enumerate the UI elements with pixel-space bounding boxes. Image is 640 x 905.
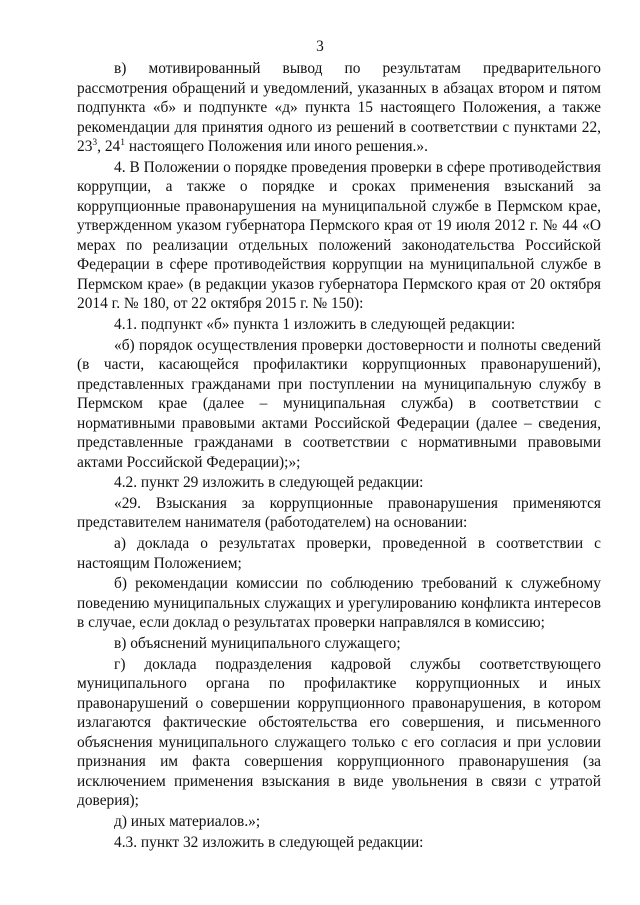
paragraph-item-4: 4. В Положении о порядке проведения проверки в сфере противодействия коррупции, а также о порядке и сроках применения взысканий за коррупционные правонарушения на муниципальной службе в Пермском крае, утвержденном указом губернатора Пермского края от 19 июля 2012 г. № 44 «О мерах по реализации отдельных положений законодательства Российской Федерации в сфере противодействия коррупции на муниципальной службе в Пермском крае» (в редакции указов губернатора Пермского края от 20 октября 2014 г. № 180, от 22 октября 2015 г. № 150): xyxy=(77,158,601,313)
document-body xyxy=(77,59,601,853)
separator: , 24 xyxy=(97,138,121,155)
paragraph-subitem-b: «б) порядок осуществления проверки достоверности и полноты сведений (в части, касающейся профилактики коррупционных правонарушений), представленных гражданами при поступлении на муниципальную службу в Пермском крае (далее – муниципальная служба) в соответствии с нормативными правовыми актами Российской Федерации (далее – сведения, представленные гражданами в соответствии с нормативными правовыми актами Российской Федерации);»; xyxy=(77,336,601,471)
paragraph-subitem-v: в) объяснений муниципального служащего; xyxy=(114,635,401,652)
point-number: 23 xyxy=(77,138,93,155)
paragraph-subitem-g: г) доклада подразделения кадровой службы соответствующего муниципального органа по профилактике коррупционных и иных правонарушений о совершении коррупционного правонарушения, в котором излагаются фактические обстоятельства его совершения, и письменного объяснения муниципального служащего только с его согласия и при условии признания им факта совершения коррупционного правонарушения (за исключением применения взыскания в виде увольнения в связи с утратой доверия); xyxy=(77,655,601,810)
page-number: 3 xyxy=(316,38,324,55)
paragraph-conclusion xyxy=(77,59,601,157)
paragraph-item-4-2: 4.2. пункт 29 изложить в следующей редакции: xyxy=(114,474,424,492)
paragraph-item-4-1: 4.1. подпункт «б» пункта 1 изложить в следующей редакции: xyxy=(114,315,516,333)
paragraph-conclusion-end: настоящего Положения или иного решения.». xyxy=(124,138,428,155)
superscript: 3 xyxy=(92,138,98,148)
paragraph-point-29: «29. Взыскания за коррупционные правонарушения применяются представителем нанимателя (работодателем) на основании: xyxy=(77,494,601,532)
paragraph-subitem-a: а) доклада о результатах проверки, проведенной в соответствии с настоящим Положением; xyxy=(77,535,601,572)
paragraph-item-4-3: 4.3. пункт 32 изложить в следующей редакции: xyxy=(114,833,424,851)
paragraph-conclusion-text: в) мотивированный вывод по результатам предварительного рассмотрения обращений и уведомлений, указанных в абзацах втором и пятом подпункта «б» и подпункте «д» пункта 15 настоящего Положения, а также рекомендации для принятия одного из решений в соответствии с пунктами 22, xyxy=(77,60,601,136)
paragraph-subitem-d: д) иных материалов.»; xyxy=(114,812,261,830)
superscript: 1 xyxy=(120,138,125,148)
paragraph-subitem-b2: б) рекомендации комиссии по соблюдению требований к служебному поведению муниципальных служащих и урегулированию конфликта интересов в случае, если доклад о результатах проверки направлялся в комиссию; xyxy=(77,575,601,632)
